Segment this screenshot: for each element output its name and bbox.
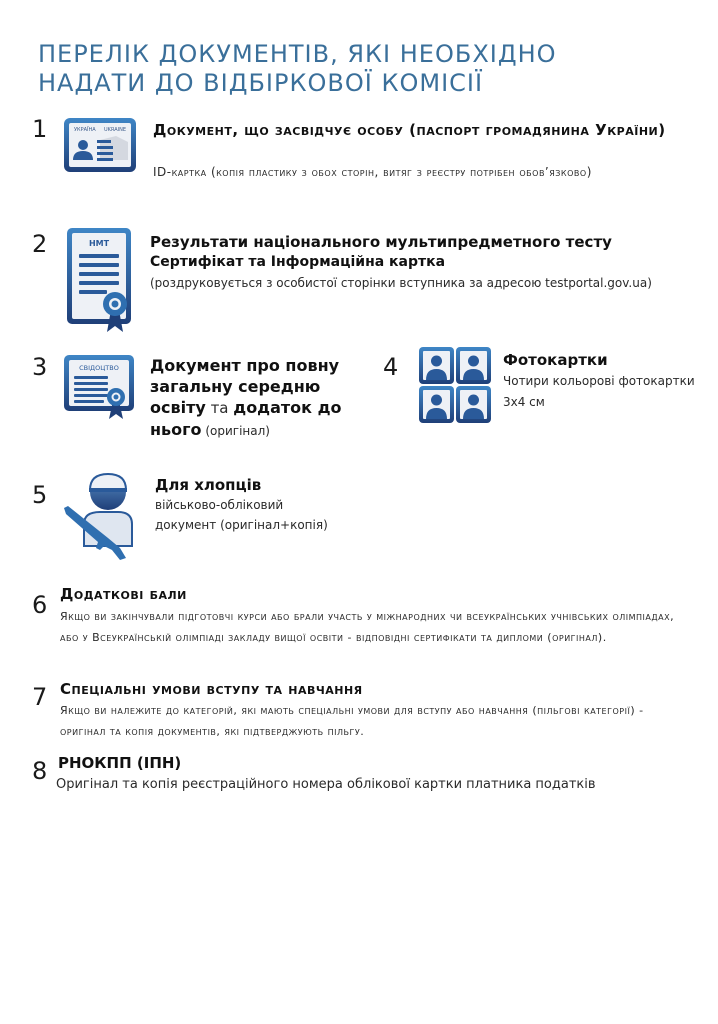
item-heading: Фотокартки (503, 351, 608, 369)
heading-part-1: Документ про повну загальну середню освіту (150, 356, 340, 417)
heading-part-2: додаток до нього (150, 398, 342, 439)
item-subheading: Сертифікат та Інформаційна картка (150, 254, 446, 270)
item-number: 3 (32, 353, 48, 381)
item-description-line-1: Чотири кольорові фотокартки (503, 374, 695, 388)
title-line-2: НАДАТИ ДО ВІДБІРКОВОЇ КОМІСІЇ (38, 69, 484, 97)
item-description: ID-картка (копія пластику з обох сторін, витяг з реєстру потрібен обов’язково) (153, 165, 592, 179)
photos-icon (419, 347, 491, 423)
item-description: (роздруковується з особистої сторінки вступника за адресою testportal.gov.ua) (150, 276, 652, 290)
diploma-icon (64, 355, 136, 421)
item-number: 5 (32, 481, 48, 509)
item-description-line-2: 3х4 см (503, 395, 545, 409)
item-heading: Спеціальні умови вступу та навчання (60, 680, 363, 698)
title-line-1: ПЕРЕЛІК ДОКУМЕНТІВ, ЯКІ НЕОБХІДНО (38, 40, 557, 68)
item-number: 4 (383, 353, 399, 381)
item-number: 8 (32, 757, 48, 785)
id-label-ua: УКРАЇНА (74, 127, 96, 133)
soldier-icon (60, 468, 144, 562)
item-number: 2 (32, 230, 48, 258)
item-description: Якщо ви належите до категорій, які мають спеціальні умови для вступу або навчання (пільгові категорії) - оригінал та копія документів, які підтверджують пільгу. (60, 704, 644, 738)
certificate-icon (67, 228, 135, 332)
certificate-label: НМТ (88, 239, 110, 248)
item-heading: Результати національного мультипредметного тесту (150, 233, 612, 251)
id-label-en: UKRAINE (104, 127, 127, 133)
item-number: 6 (32, 591, 48, 619)
item-number: 1 (32, 115, 48, 143)
heading-conjunction: та (205, 399, 234, 417)
item-heading: Для хлопців (155, 476, 262, 494)
item-description: Якщо ви закінчували підготовчі курси або брали участь у міжнародних чи всеукраїнських учнівських олімпіадах, або у Всеукраїнській олімпіаді закладу вищої освіти - відповідні сертифікати та дипломи (оригінал). (60, 610, 675, 644)
item-number: 7 (32, 683, 48, 711)
item-description: Оригінал та копія реєстраційного номера облікової картки платника податків (56, 777, 596, 792)
item-description-line-2: документ (оригінал+копія) (155, 518, 328, 532)
item-description-line-1: військово-обліковий (155, 498, 284, 512)
item-heading: РНОКПП (ІПН) (58, 754, 182, 772)
item-description: (оригінал) (201, 424, 270, 438)
item-heading: Додаткові бали (60, 585, 187, 603)
id-card-icon (64, 118, 136, 172)
diploma-label: СВІДОЦТВО (79, 364, 119, 372)
page-title (38, 40, 698, 98)
item-heading: Документ, що засвідчує особу (паспорт громадянина України) (153, 121, 666, 139)
item-heading (150, 355, 350, 442)
